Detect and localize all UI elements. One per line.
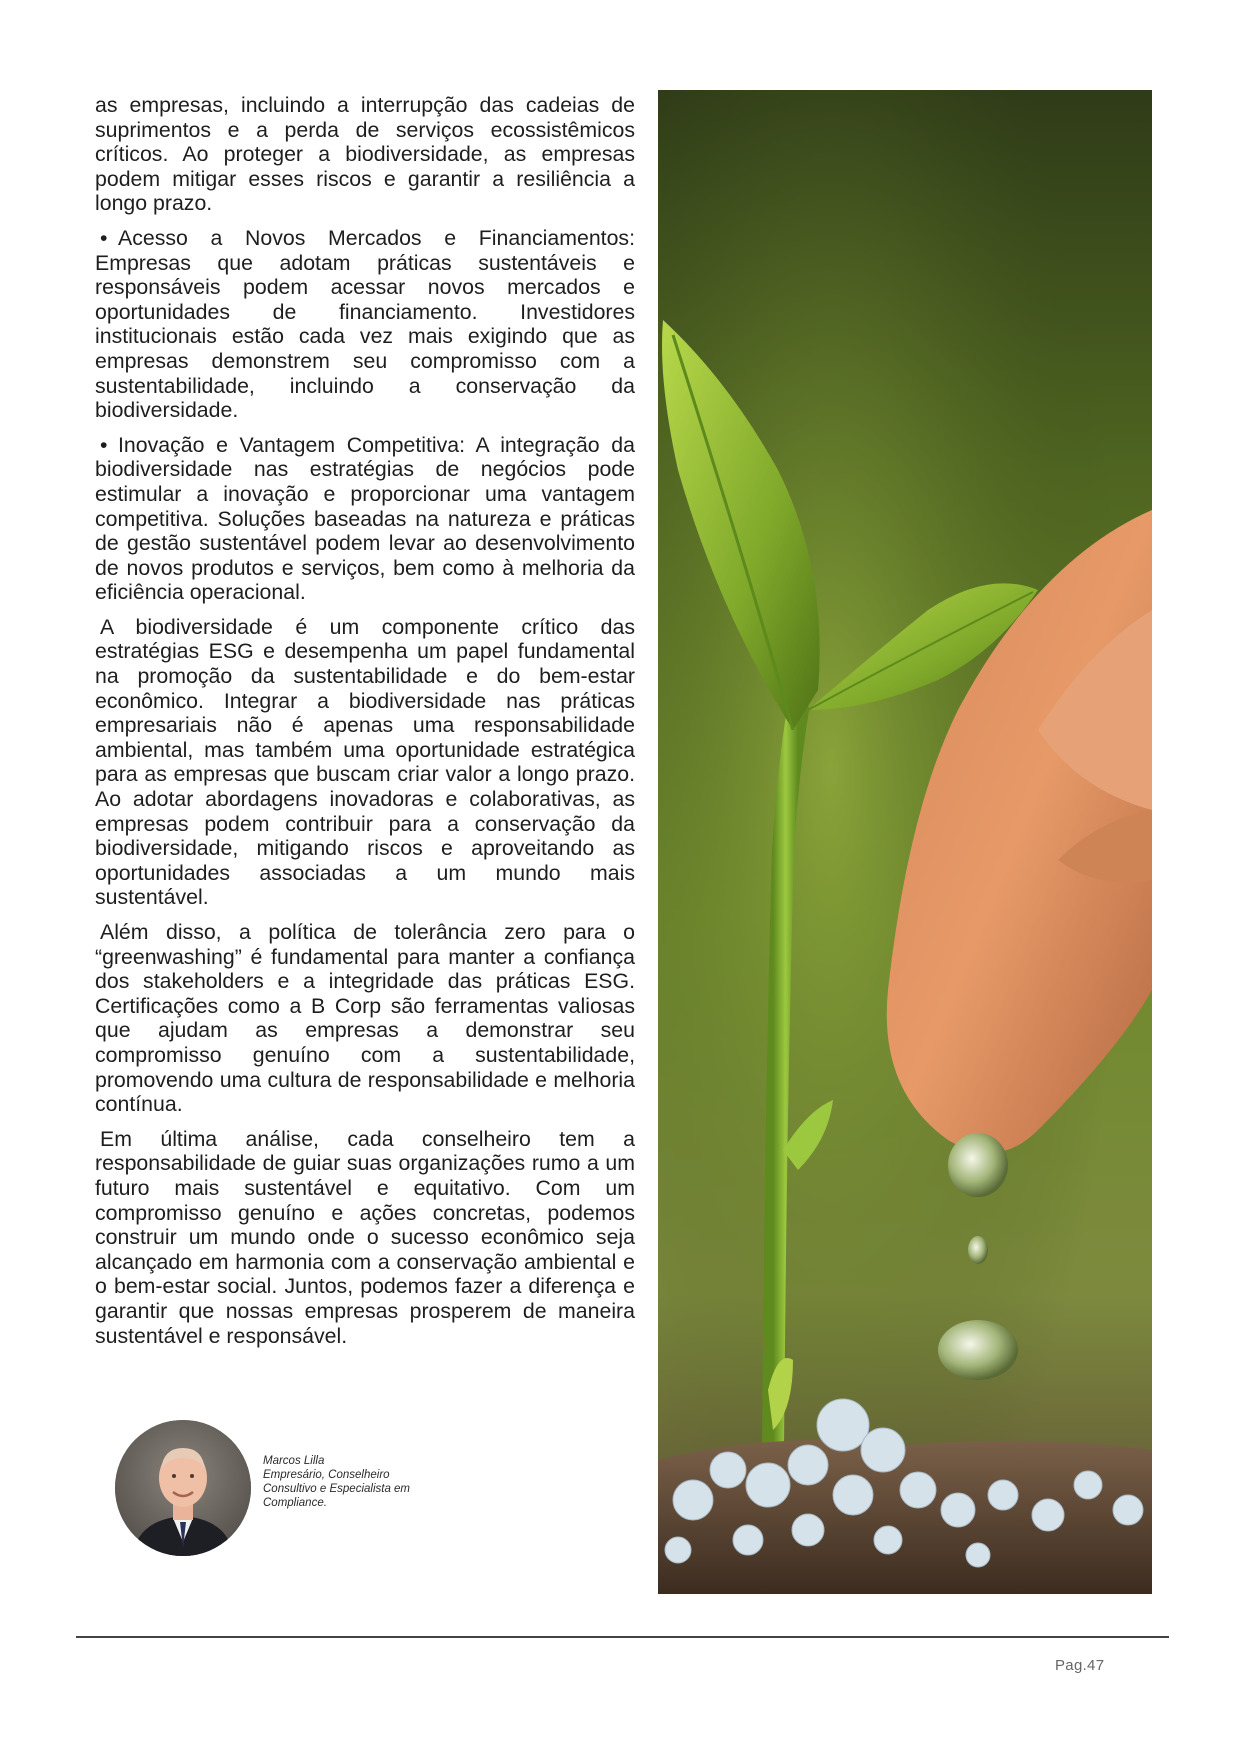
author-portrait-icon xyxy=(115,1420,251,1556)
bullet-icon: • xyxy=(100,225,108,250)
bullet-paragraph-innovation xyxy=(95,433,635,605)
avatar xyxy=(115,1420,251,1556)
paragraph-5: Além disso, a política de tolerância zero para o “greenwashing” é fundamental para manter a confiança dos stakeholders e a integridade das práticas ESG. Certificações como a B Corp são ferramentas valiosas que ajudam as empresas a demonstrar seu compromisso genuíno com a sustentabilidade, promovendo uma cultura de responsabilidade e melhoria contínua. xyxy=(95,920,635,1117)
author-title-line-2: Consultivo e Especialista em xyxy=(263,1483,411,1495)
author-name: Marcos Lilla xyxy=(263,1455,325,1467)
author-block xyxy=(115,1420,475,1560)
paragraph-4: A biodiversidade é um componente crítico das estratégias ESG e desempenha um papel fundamental na promoção da sustentabilidade e do bem-estar econômico. Integrar a biodiversidade nas práticas empresariais não é apenas uma responsabilidade ambiental, mas também uma oportunidade estratégica para as empresas que buscam criar valor a longo prazo. Ao adotar abordagens inovadoras e colaborativas, as empresas podem contribuir para a conservação da biodiversidade, mitigando riscos e aproveitando as oportunidades associadas a um mundo mais sustentável. xyxy=(95,614,635,910)
bullet-paragraph-markets xyxy=(95,226,635,423)
seedling-photo xyxy=(658,90,1152,1594)
paragraph-6: Em última análise, cada conselheiro tem a responsabilidade de guiar suas organizações rumo a um futuro mais sustentável e equitativo. Com um compromisso genuíno e ações concretas, podemos construir um mundo onde o sucesso econômico seja alcançado em harmonia com a conservação ambiental e o bem-estar social. Juntos, podemos fazer a diferença e garantir que nossas empresas prosperem de maneira sustentável e responsável. xyxy=(95,1126,635,1348)
bullet-icon: • xyxy=(100,432,108,457)
author-title-line-3: Compliance. xyxy=(263,1497,327,1509)
paragraph-1: as empresas, incluindo a interrupção das cadeias de suprimentos e a perda de serviços ecossistêmicos críticos. Ao proteger a biodiversidade, as empresas podem mitigar esses riscos e garantir a resiliência a longo prazo. xyxy=(95,93,635,216)
page-number: Pag.47 xyxy=(1055,1657,1105,1674)
author-caption xyxy=(263,1454,463,1510)
author-title-line-1: Empresário, Conselheiro xyxy=(263,1469,390,1481)
bullet-text-markets: Acesso a Novos Mercados e Financiamentos: Empresas que adotam práticas sustentáveis e responsáveis podem acessar novos mercados e oportunidades de financiamento. Investidores institucionais estão cada vez mais exigindo que as empresas demonstrem seu compromisso com a sustentabilidade, incluindo a conservação da biodiversidade. xyxy=(95,225,635,423)
bullet-text-innovation: Inovação e Vantagem Competitiva: A integração da biodiversidade nas estratégias de negócios pode estimular a inovação e proporcionar uma vantagem competitiva. Soluções baseadas na natureza e práticas de gestão sustentável podem levar ao desenvolvimento de novos produtos e serviços, bem como à melhoria da eficiência operacional. xyxy=(95,432,635,605)
footer-divider xyxy=(76,1636,1169,1638)
seedling-water-drop-icon xyxy=(658,90,1152,1594)
article-body xyxy=(95,93,635,1358)
